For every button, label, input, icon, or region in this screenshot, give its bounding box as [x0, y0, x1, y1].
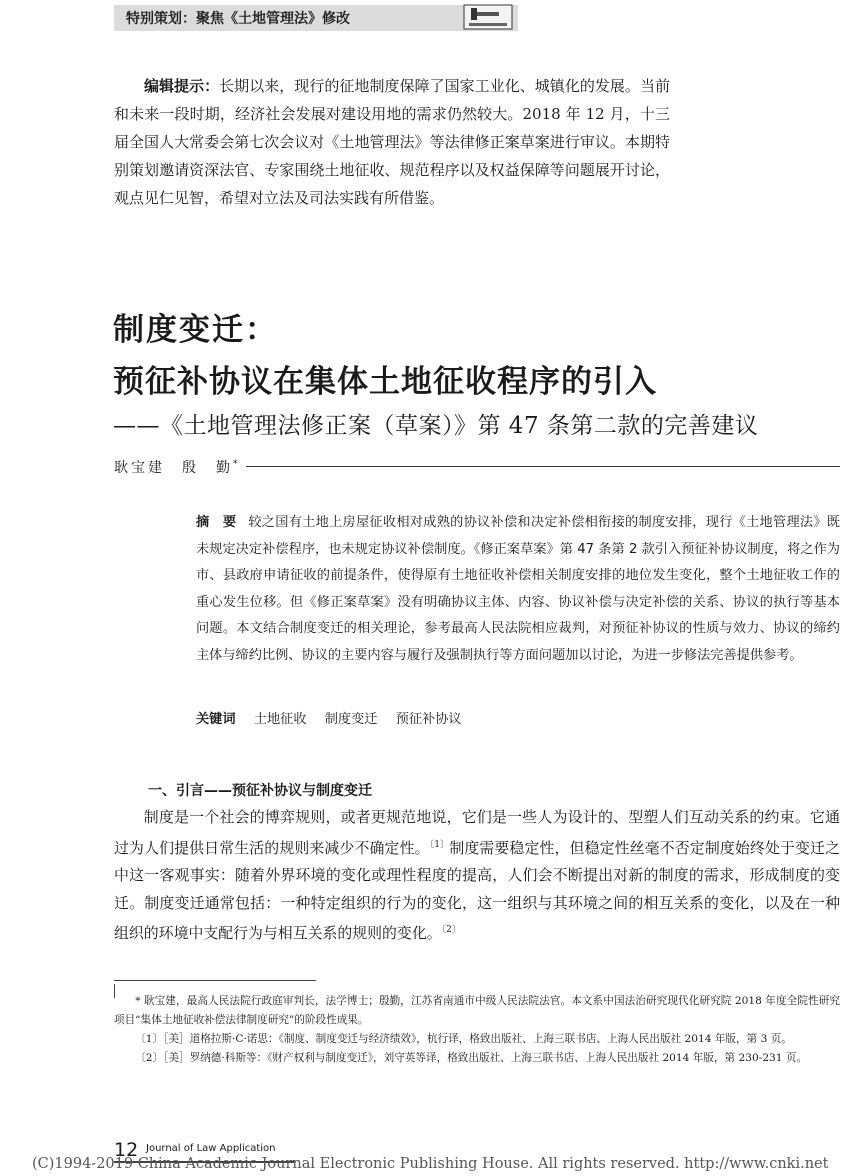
abstract-label: 摘 要	[196, 515, 237, 530]
footnote-ref-1[interactable]: 〔1〕	[429, 839, 450, 850]
editor-note-lead: 编辑提示：	[144, 77, 220, 95]
keyword-item: 预征补协议	[395, 712, 462, 727]
page-number: 12	[114, 1139, 139, 1161]
author-divider	[246, 466, 840, 467]
keywords	[196, 707, 840, 733]
footnotes	[114, 992, 840, 1068]
journal-name: Journal of Law Application	[146, 1143, 276, 1154]
footnote-1: 〔1〕［美］道格拉斯·C·诺思：《制度、制度变迁与经济绩效》，杭行译，格致出版社、上海三联书店、上海人民出版社 2014 年版，第 3 页。	[135, 1033, 792, 1045]
body-paragraph	[114, 804, 840, 948]
article-authors	[114, 457, 238, 477]
gavel-logo-icon	[463, 4, 513, 30]
abstract-text: 较之国有土地上房屋征收相对成熟的协议补偿和决定补偿相衔接的制度安排，现行《土地管理法》既未规定决定补偿程序，也未规定协议补偿制度。《修正案草案》第 47 条第 2 款引入预征补协议制度，将之作为市、县政府申请征收的前提条件，使得原有土地征收补偿相关制度安排的地位发生变化，整个土地征收工作的重心发生位移。但《修正案草案》没有明确协议主体、内容、协议补偿与决定补偿的关系、协议的执行等基本问题。本文结合制度变迁的相关理论，参考最高人民法院相应裁判，对预征补协议的性质与效力、协议的缔约主体与缔约比例、协议的主要内容与履行及强制执行等方面问题加以讨论，为进一步修法完善提供参考。	[196, 515, 840, 663]
section-header-label: 特别策划：聚焦《土地管理法》修改	[126, 11, 350, 27]
editor-note-text: 长期以来，现行的征地制度保障了国家工业化、城镇化的发展。当前和未来一段时期，经济社会发展对建设用地的需求仍然较大。2018 年 12 月，十三届全国人大常委会第七次会议对《土地管理法》等法律修正案草案进行审议。本期特别策划邀请资深法官、专家围绕土地征收、规范程序以及权益保障等问题展开讨论，观点见仁见智，希望对立法及司法实践有所借鉴。	[114, 77, 670, 207]
editor-note	[114, 72, 670, 212]
keywords-label: 关键词	[196, 712, 236, 727]
body-text-part2: 制度需要稳定性，但稳定性丝毫不否定制度始终处于变迁之中这一客观事实：随着外界环境的变化或理性程度的提高，人们会不断提出对新的制度的需求，形成制度的变迁。制度变迁通常包括：一种特定组织的行为的变化，这一组织与其环境之间的相互关系的变化，以及在一种组织的环境中支配行为与相互关系的规则的变化。	[114, 838, 840, 943]
article-title-line2: 预征补协议在集体土地征收程序的引入	[113, 364, 657, 400]
author-footnote-mark: *	[233, 459, 238, 470]
article-subtitle: ——《土地管理法修正案（草案）》第 47 条第二款的完善建议	[113, 413, 759, 439]
footnote-divider	[114, 980, 316, 981]
copyright-watermark: (C)1994-2019 China Academic Journal Electronic Publishing House. All rights reserved. http://www.cnki.net	[32, 1156, 829, 1172]
footnote-ref-2[interactable]: 〔2〕	[441, 925, 461, 936]
section-heading: 一、引言——预征补协议与制度变迁	[148, 783, 372, 799]
article-title-line1: 制度变迁：	[113, 312, 278, 348]
keyword-item: 制度变迁	[324, 712, 378, 727]
footnote-2: 〔2〕［美］罗纳德·科斯等：《财产权利与制度变迁》，刘守英等译，格致出版社、上海三联书店、上海人民出版社 2014 年版，第 230-231 页。	[135, 1052, 808, 1064]
author-names: 耿宝建 殷 勤	[114, 460, 233, 476]
keyword-item: 土地征收	[253, 712, 307, 727]
footnote-author: * 耿宝建，最高人民法院行政庭审判长，法学博士；殷勤，江苏省南通市中级人民法院法官。本文系中国法治研究现代化研究院 2018 年度全院性研究项目“集体土地征收补偿法律制度研究”的阶段性成果。	[114, 995, 840, 1026]
body-text-part1: 制度是一个社会的博弈规则，或者更规范地说，它们是一些人为设计的、型塑人们互动关系的约束。它通过为人们提供日常生活的规则来减少不确定性。	[114, 808, 840, 857]
abstract	[196, 510, 840, 669]
